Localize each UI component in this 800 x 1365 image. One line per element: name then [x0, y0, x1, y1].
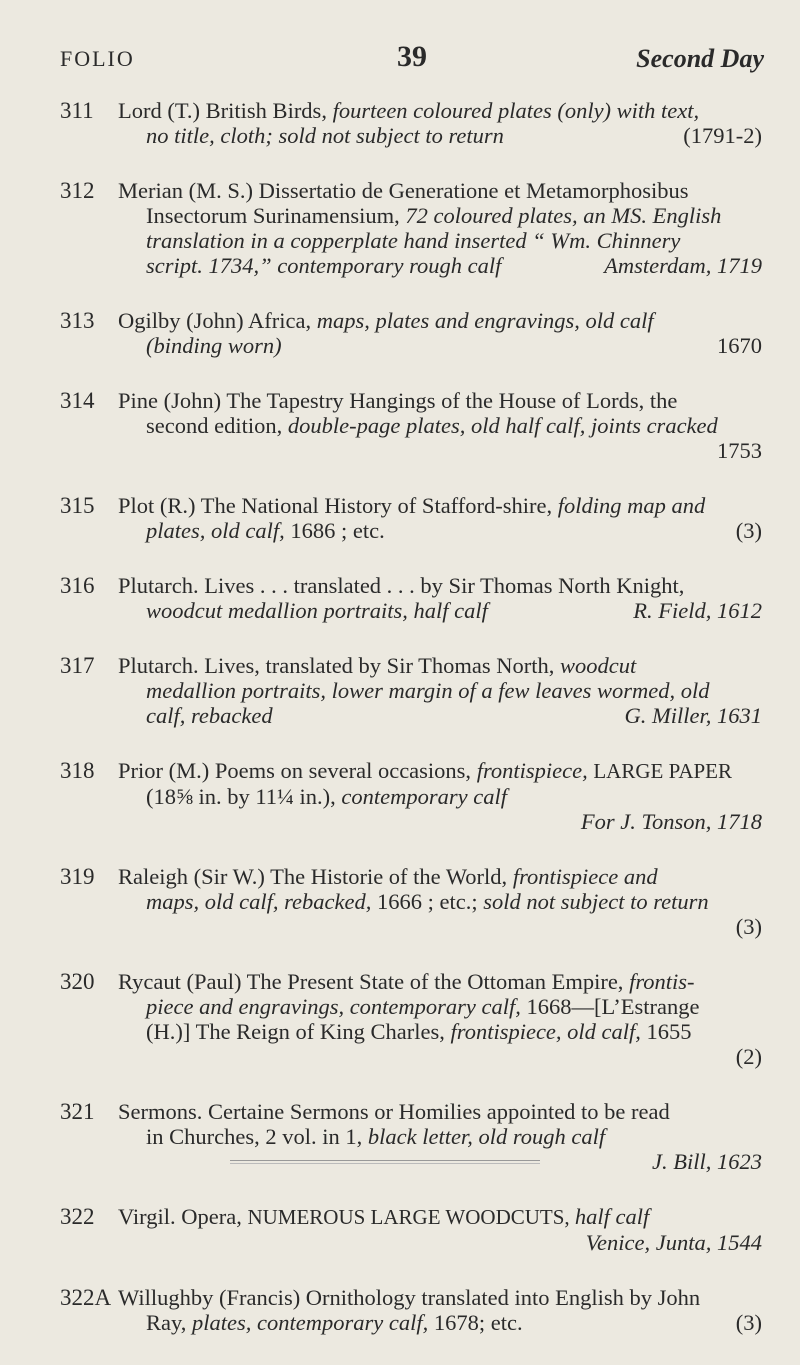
lot-number: 322A	[60, 1285, 112, 1310]
entry-description: frontis-	[629, 969, 695, 994]
entry-title: Sermons. Certaine Sermons or Homilies appointed to be read	[118, 1099, 670, 1124]
page-number: 39	[397, 40, 427, 73]
lot-entry	[60, 573, 762, 623]
entry-description: fourteen coloured plates (only) with text,	[332, 98, 700, 123]
lot-entry	[60, 178, 762, 278]
entry-description: calf, rebacked	[146, 703, 273, 728]
lot-number: 312	[60, 178, 95, 203]
entry-date: 1686 ; etc.	[290, 518, 385, 543]
entry-description: frontispiece and	[512, 864, 658, 889]
header-day: Second Day	[636, 44, 764, 73]
lot-number: 315	[60, 493, 95, 518]
entry-title: second edition,	[146, 413, 288, 438]
entry-title: Willughby (Francis) Ornithology translated into English by John	[118, 1285, 701, 1310]
lot-number: 317	[60, 653, 95, 678]
entry-description: contemporary calf	[341, 784, 507, 809]
lot-entry	[60, 758, 762, 834]
entry-imprint: Amsterdam, 1719	[604, 253, 762, 278]
entry-title: in Churches, 2 vol. in 1,	[146, 1124, 368, 1149]
entry-quantity: (2)	[735, 1044, 762, 1069]
entry-imprint: For J. Tonson, 1718	[580, 809, 762, 834]
lot-entry	[60, 308, 762, 358]
header-folio: FOLIO	[60, 46, 135, 71]
lot-entry	[60, 1204, 762, 1255]
entry-quantity: (3)	[735, 518, 762, 543]
entry-imprint: Venice, Junta, 1544	[585, 1230, 762, 1255]
entry-size: (18⅝ in. by 11¼ in.),	[146, 784, 342, 809]
entry-date: (1791-2)	[683, 123, 762, 148]
entry-note: LARGE PAPER	[593, 759, 733, 783]
entry-imprint: G. Miller, 1631	[624, 703, 762, 728]
entry-title: Plutarch. Lives, translated by Sir Thomas North,	[118, 653, 561, 678]
entry-imprint: J. Bill, 1623	[652, 1149, 762, 1174]
page-header	[60, 40, 764, 80]
lot-number: 321	[60, 1099, 95, 1124]
entry-description: piece and engravings, contemporary calf,	[146, 994, 527, 1019]
lot-number: 314	[60, 388, 95, 413]
entry-description: half calf	[574, 1204, 650, 1229]
entry-imprint: R. Field, 1612	[633, 598, 762, 623]
lot-entry	[60, 98, 762, 148]
entry-description: maps, old calf, rebacked,	[146, 889, 377, 914]
lot-entry	[60, 653, 762, 728]
entry-description: folding map and	[557, 493, 706, 518]
entry-quantity: (3)	[735, 1310, 762, 1335]
lot-number: 311	[60, 98, 94, 123]
lot-entry	[60, 969, 762, 1069]
lot-entry	[60, 864, 762, 939]
entry-title: Virgil. Opera,	[118, 1204, 248, 1229]
entry-title: Ray,	[146, 1310, 193, 1335]
entry-title: Rycaut (Paul) The Present State of the Ottoman Empire,	[118, 969, 630, 994]
entry-title: Raleigh (Sir W.) The Historie of the World,	[118, 864, 513, 889]
lot-number: 318	[60, 758, 95, 783]
entry-quantity: (3)	[735, 914, 762, 939]
entry-title: 1668—[L’Estrange	[526, 994, 700, 1019]
entry-title: Merian (M. S.) Dissertatio de Generatione et Metamorphosibus	[118, 178, 689, 203]
entry-title: Insectorum Surinamensium,	[146, 203, 406, 228]
entry-description: black letter, old rough calf	[367, 1124, 606, 1149]
entry-description: sold not subject to return	[483, 889, 709, 914]
lot-number: 319	[60, 864, 95, 889]
lot-number: 316	[60, 573, 95, 598]
lot-number: 320	[60, 969, 95, 994]
entry-title: Pine (John) The Tapestry Hangings of the House of Lords, the	[118, 388, 678, 413]
entry-note: NUMEROUS LARGE WOODCUTS,	[247, 1205, 575, 1229]
entry-description: frontispiece, old calf,	[450, 1019, 647, 1044]
entry-date: 1666 ; etc.;	[377, 889, 484, 914]
entry-title: Plutarch. Lives . . . translated . . . by Sir Thomas North Knight,	[118, 573, 685, 598]
entry-date: 1670	[717, 333, 762, 358]
entry-date: 1678; etc.	[433, 1310, 523, 1335]
lot-list	[60, 98, 762, 1365]
lot-entry	[60, 493, 762, 543]
entry-description: 72 coloured plates, an MS. English	[405, 203, 722, 228]
entry-date: 1655	[646, 1019, 692, 1044]
entry-description: woodcut	[560, 653, 637, 678]
end-rule	[230, 1163, 540, 1164]
lot-number: 322	[60, 1204, 95, 1229]
entry-description: script. 1734,” contemporary rough calf	[146, 253, 502, 278]
entry-description: (binding worn)	[146, 333, 282, 358]
entry-description: medallion portraits, lower margin of a few leaves wormed, old	[146, 678, 710, 703]
entry-title: Lord (T.) British Birds,	[118, 98, 333, 123]
entry-title: (H.)] The Reign of King Charles,	[146, 1019, 451, 1044]
lot-entry	[60, 1285, 762, 1335]
entry-title: Plot (R.) The National History of Stafford-shire,	[118, 493, 558, 518]
end-rule	[230, 1160, 540, 1161]
entry-description: double-page plates, old half calf, joints cracked	[287, 413, 718, 438]
entry-title: Prior (M.) Poems on several occasions,	[118, 758, 477, 783]
entry-description: no title, cloth; sold not subject to return	[146, 123, 504, 148]
lot-entry	[60, 388, 762, 463]
entry-description: plates, old calf,	[146, 518, 291, 543]
entry-description: frontispiece,	[476, 758, 594, 783]
entry-date: 1753	[717, 438, 762, 463]
lot-number: 313	[60, 308, 95, 333]
entry-description: translation in a copperplate hand inserted “ Wm. Chinnery	[146, 228, 681, 253]
entry-title: Ogilby (John) Africa,	[118, 308, 317, 333]
entry-description: plates, contemporary calf,	[192, 1310, 434, 1335]
entry-description: maps, plates and engravings, old calf	[316, 308, 654, 333]
entry-description: woodcut medallion portraits, half calf	[146, 598, 488, 623]
